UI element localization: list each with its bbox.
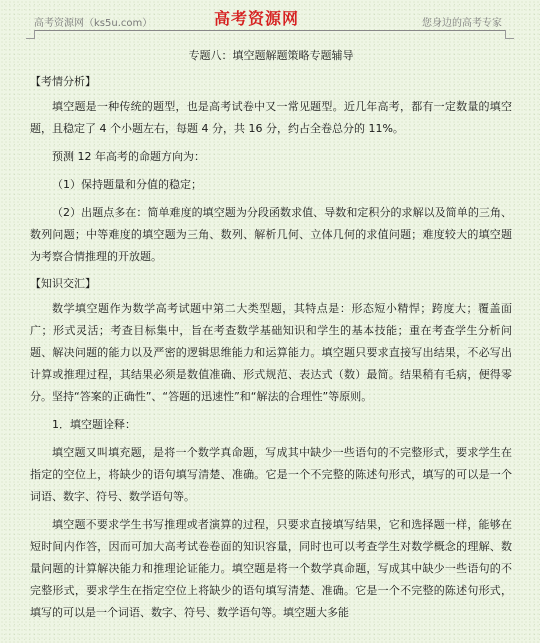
document-title: 专题八：填空题解题策略专题辅导	[188, 49, 354, 62]
subheading: 1．填空题诠释：	[52, 418, 136, 431]
header-site-name: 高考资源网（ks5u.com）	[34, 18, 153, 29]
paragraph: 预测 12 年高考的命题方向为：	[52, 150, 205, 163]
header-logo: 高考资源网	[214, 9, 300, 28]
section-heading-exam-analysis: 【考情分析】	[30, 75, 96, 88]
paragraph: 填空题又叫填充题，是将一个数学真命题，写成其中缺少一些语句的不完整形式，要求学生在指定的空位上，将缺少的语句填写清楚、准确。它是一个不完整的陈述句形式，填写的可以是一个词语、数字、符号、数学语句等。	[30, 446, 512, 503]
document-body	[30, 46, 512, 630]
header-rule	[34, 30, 506, 31]
paragraph: （2）出题点多在：简单难度的填空题为分段函数求值、导数和定积分的求解以及简单的三角、数列问题；中等难度的填空题为三角、数列、解析几何、立体几何的求值问题；难度较大的填空题为考察合情推理的开放题。	[30, 206, 512, 263]
paragraph: 填空题不要求学生书写推理或者演算的过程，只要求直接填写结果，它和选择题一样，能够在短时间内作答，因而可加大高考试卷卷面的知识容量，同时也可以考查学生对数学概念的理解、数量问题的计算解决能力和推理论证能力。填空题是将一个数学真命题，写成其中缺少一些语句的不完整形式，要求学生在指定空位上将缺少的语句填写清楚、准确。它是一个不完整的陈述句形式，填写的可以是一个词语、数字、符号、数学语句等。填空题大多能	[30, 518, 512, 619]
paragraph: （1）保持题量和分值的稳定；	[52, 178, 202, 191]
header-slogan: 您身边的高考专家	[422, 18, 502, 29]
section-heading-knowledge: 【知识交汇】	[30, 277, 96, 290]
page-header	[0, 0, 540, 40]
paragraph: 数学填空题作为数学高考试题中第二大类型题，其特点是：形态短小精悍；跨度大；覆盖面广；形式灵活；考查目标集中，旨在考查数学基础知识和学生的基本技能；重在考查学生分析问题、解决问题的能力以及严密的逻辑思维能力和运算能力。填空题只要求直接写出结果，不必写出计算或推理过程，其结果必须是数值准确、形式规范、表达式（数）最简。结果稍有毛病，便得零分。坚持“答案的正确性”、“答题的迅速性”和“解法的合理性”等原则。	[30, 302, 512, 403]
corner-mark-right	[505, 30, 514, 39]
corner-mark-left	[26, 30, 35, 39]
paragraph: 填空题是一种传统的题型，也是高考试卷中又一常见题型。近几年高考，都有一定数量的填空题，且稳定了 4 个小题左右，每题 4 分，共 16 分，约占全卷总分的 11%。	[30, 100, 512, 135]
